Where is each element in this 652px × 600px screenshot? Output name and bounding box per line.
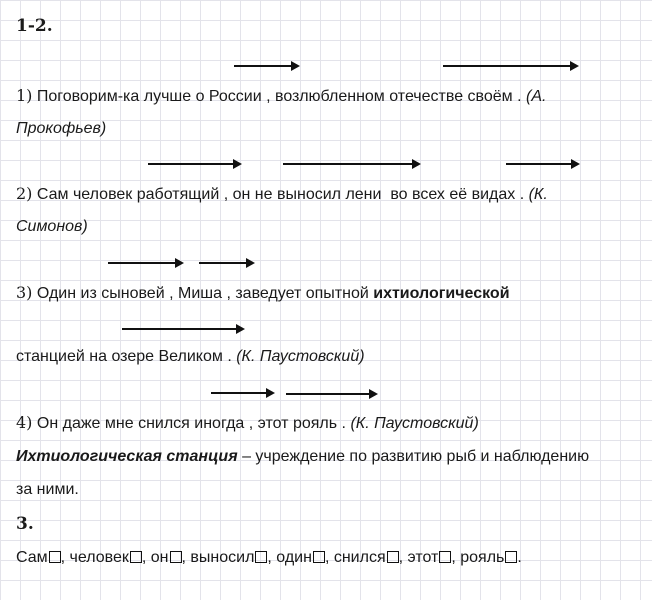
square-icon	[439, 551, 451, 563]
sep-3: ,	[181, 549, 191, 566]
arrow-4b	[286, 393, 370, 395]
sep-5: ,	[324, 549, 334, 566]
sentence-1-part-2: , возлюбленном отечестве своём	[266, 88, 513, 105]
sep-2: ,	[141, 549, 151, 566]
word-6: снился	[333, 549, 386, 566]
arrow-2c	[506, 163, 572, 165]
sentence-2-author: (К.	[528, 186, 548, 203]
sentence-3	[16, 283, 510, 303]
sentence-3-part-2: , Миша	[169, 285, 222, 302]
definition	[16, 448, 589, 466]
sentence-4-end: .	[341, 415, 346, 432]
word-5: один	[276, 549, 312, 566]
sentence-3-end: .	[227, 348, 232, 365]
sentence-4-number: 4)	[16, 413, 33, 432]
arrow-1b	[443, 65, 571, 67]
sentence-2	[16, 184, 548, 204]
arrow-4a	[211, 392, 267, 394]
sentence-3-part-1: Один из сыновей	[36, 285, 165, 302]
sentence-2-number: 2)	[16, 184, 33, 203]
section-heading-3: 3.	[16, 514, 34, 534]
sentence-3-cont-text: станцией на озере Великом	[16, 348, 223, 365]
sep-6: ,	[398, 549, 408, 566]
word-4: выносил	[190, 549, 255, 566]
arrow-3b	[199, 262, 247, 264]
arrow-2a	[148, 163, 234, 165]
square-icon	[313, 551, 325, 563]
sentence-4	[16, 413, 479, 433]
sentence-2-end: .	[519, 186, 525, 203]
sentence-2-part-3: во всех её видах	[390, 186, 516, 203]
word-7: этот	[407, 549, 439, 566]
sep-7: ,	[451, 549, 461, 566]
sentence-4-part-2: , этот рояль	[248, 415, 338, 432]
word-3: он	[150, 549, 169, 566]
sentence-1-number: 1)	[16, 86, 33, 105]
sentence-1-end: .	[517, 88, 522, 105]
square-icon	[130, 551, 142, 563]
sentence-3-cont	[16, 348, 365, 366]
sentence-3-author: (К. Паустовский)	[236, 348, 365, 365]
sentence-3-term: ихтиологической	[373, 285, 510, 302]
definition-text: учреждение по развитию рыб и наблюдению	[255, 448, 590, 465]
sep-1: ,	[60, 549, 70, 566]
sentence-1-author-cont: Прокофьев)	[16, 120, 107, 137]
square-icon	[387, 551, 399, 563]
definition-cont: за ними.	[16, 481, 79, 498]
section-heading-1-2: 1-2.	[16, 16, 53, 36]
word-list	[16, 549, 522, 567]
sentence-1	[16, 86, 546, 106]
sentence-4-part-1: Он даже мне снился иногда	[36, 415, 245, 432]
arrow-3a	[108, 262, 176, 264]
square-icon	[255, 551, 267, 563]
word-8: рояль	[460, 549, 505, 566]
arrow-2b	[283, 163, 413, 165]
definition-term: Ихтиологическая станция	[16, 448, 238, 465]
square-icon	[49, 551, 61, 563]
sep-4: ,	[267, 549, 277, 566]
sentence-1-author: (А.	[526, 88, 547, 105]
definition-dash: –	[237, 448, 256, 465]
sep-8: .	[517, 549, 522, 566]
sentence-2-author-cont: Симонов)	[16, 218, 88, 235]
sentence-2-part-1: Сам человек работящий	[36, 186, 220, 203]
arrow-1a	[234, 65, 292, 67]
sentence-3-number: 3)	[16, 283, 33, 302]
square-icon	[170, 551, 182, 563]
sentence-2-part-2: , он не выносил лени	[223, 186, 382, 203]
word-2: человек	[69, 549, 129, 566]
sentence-3-part-3: , заведует опытной	[226, 285, 374, 302]
word-1: Сам	[16, 549, 48, 566]
sentence-1-part-1: Поговорим-ка лучше о России	[36, 88, 262, 105]
square-icon	[505, 551, 517, 563]
arrow-3c	[122, 328, 237, 330]
sentence-4-author: (К. Паустовский)	[350, 415, 479, 432]
